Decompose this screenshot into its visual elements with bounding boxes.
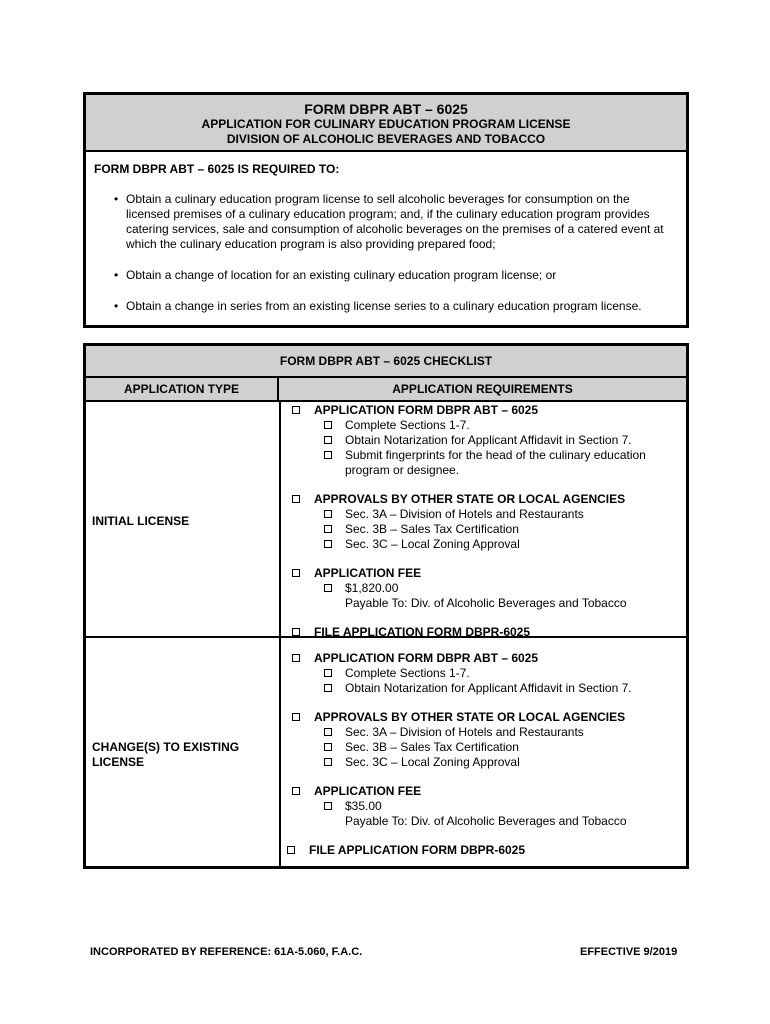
- checkbox-icon[interactable]: [324, 436, 332, 444]
- checkbox-icon[interactable]: [324, 525, 332, 533]
- initial-fee-block: [289, 566, 627, 611]
- requirement-heading: FILE APPLICATION FORM DBPR-6025: [314, 625, 531, 639]
- requirement-item: Submit fingerprints for the head of the culinary education: [345, 448, 646, 462]
- requirement-item: Sec. 3B – Sales Tax Certification: [345, 522, 519, 536]
- requirement-item: Sec. 3B – Sales Tax Certification: [345, 740, 519, 754]
- checkbox-icon[interactable]: [324, 728, 332, 736]
- checkbox-icon[interactable]: [292, 628, 300, 636]
- requirement-item: Complete Sections 1-7.: [345, 418, 470, 432]
- checkbox-icon[interactable]: [324, 669, 332, 677]
- checkbox-icon[interactable]: [292, 654, 300, 662]
- required-list: [114, 192, 676, 330]
- change-fee-block: [289, 784, 627, 829]
- checkbox-icon[interactable]: [292, 787, 300, 795]
- fee-amount: $35.00: [345, 799, 382, 813]
- requirement-item: Sec. 3A – Division of Hotels and Restaurants: [345, 507, 584, 521]
- form-header: [86, 95, 686, 152]
- checkbox-icon[interactable]: [324, 684, 332, 692]
- checkbox-icon[interactable]: [287, 846, 295, 854]
- requirement-heading: APPLICATION FEE: [314, 784, 422, 798]
- requirement-item: Sec. 3C – Local Zoning Approval: [345, 755, 520, 769]
- requirement-heading: APPLICATION FORM DBPR ABT – 6025: [314, 651, 539, 665]
- change-approvals-block: [289, 710, 625, 770]
- checkbox-icon[interactable]: [292, 569, 300, 577]
- requirement-heading: APPLICATION FEE: [314, 566, 422, 580]
- column-divider: [279, 400, 281, 866]
- requirement-item: Obtain Notarization for Applicant Affidavit in Section 7.: [345, 433, 632, 447]
- form-title: FORM DBPR ABT – 6025: [304, 101, 468, 117]
- fee-amount: $1,820.00: [345, 581, 399, 595]
- required-item: • Obtain a change in series from an existing license series to a culinary education program license.: [114, 299, 676, 314]
- initial-approvals-block: [289, 492, 625, 552]
- requirement-item: Sec. 3A – Division of Hotels and Restaurants: [345, 725, 584, 739]
- requirement-item: Sec. 3C – Local Zoning Approval: [345, 537, 520, 551]
- requirement-heading: FILE APPLICATION FORM DBPR-6025: [309, 843, 526, 857]
- checklist-column-headers: [86, 378, 686, 402]
- requirement-heading: APPROVALS BY OTHER STATE OR LOCAL AGENCIES: [314, 710, 626, 724]
- required-item: • Obtain a change of location for an existing culinary education program license; or: [114, 268, 676, 283]
- checkbox-icon[interactable]: [292, 406, 300, 414]
- checkbox-icon[interactable]: [324, 451, 332, 459]
- division-name: DIVISION OF ALCOHOLIC BEVERAGES AND TOBACCO: [226, 132, 546, 146]
- checkbox-icon[interactable]: [324, 584, 332, 592]
- checkbox-icon[interactable]: [292, 495, 300, 503]
- requirement-item: Obtain Notarization for Applicant Affidavit in Section 7.: [345, 681, 632, 695]
- fee-payable: Payable To: Div. of Alcoholic Beverages and Tobacco: [345, 814, 627, 828]
- requirement-heading: APPLICATION FORM DBPR ABT – 6025: [314, 403, 539, 417]
- form-header-box: [83, 92, 689, 328]
- checkbox-icon[interactable]: [324, 510, 332, 518]
- requirement-item: Complete Sections 1-7.: [345, 666, 470, 680]
- footer-reference: INCORPORATED BY REFERENCE: 61A-5.060, F.A.C.: [90, 946, 363, 958]
- checkbox-icon[interactable]: [324, 758, 332, 766]
- requirement-heading: APPROVALS BY OTHER STATE OR LOCAL AGENCIES: [314, 492, 626, 506]
- initial-form-block: [289, 403, 646, 478]
- checkbox-icon[interactable]: [292, 713, 300, 721]
- required-heading: FORM DBPR ABT – 6025 IS REQUIRED TO:: [94, 162, 340, 176]
- checkbox-icon[interactable]: [324, 421, 332, 429]
- checkbox-icon[interactable]: [324, 743, 332, 751]
- change-file-block: [284, 843, 525, 858]
- initial-file-block: [289, 625, 530, 640]
- required-item: • Obtain a culinary education program license to sell alcoholic beverages for consumption on the licensed premises of a culinary education program; and, if the culinary education program provides catering services, sale and consumption of alcoholic beverages on the premises of a catered event at which the culinary education program is also providing prepared food;: [114, 192, 676, 252]
- change-form-block: [289, 651, 632, 696]
- type-initial-license: INITIAL LICENSE: [92, 514, 190, 528]
- form-subtitle: APPLICATION FOR CULINARY EDUCATION PROGRAM LICENSE: [201, 117, 571, 131]
- type-change-license: CHANGE(S) TO EXISTING LICENSE: [92, 740, 240, 769]
- checklist-title: FORM DBPR ABT – 6025 CHECKLIST: [86, 346, 686, 378]
- fee-payable: Payable To: Div. of Alcoholic Beverages and Tobacco: [345, 596, 627, 610]
- checklist-table: [83, 343, 689, 869]
- checkbox-icon[interactable]: [324, 802, 332, 810]
- column-header-type: APPLICATION TYPE: [86, 378, 279, 400]
- requirement-item-continued: program or designee.: [345, 463, 460, 477]
- checkbox-icon[interactable]: [324, 540, 332, 548]
- column-header-requirements: APPLICATION REQUIREMENTS: [392, 382, 573, 396]
- footer-effective-date: EFFECTIVE 9/2019: [580, 946, 678, 958]
